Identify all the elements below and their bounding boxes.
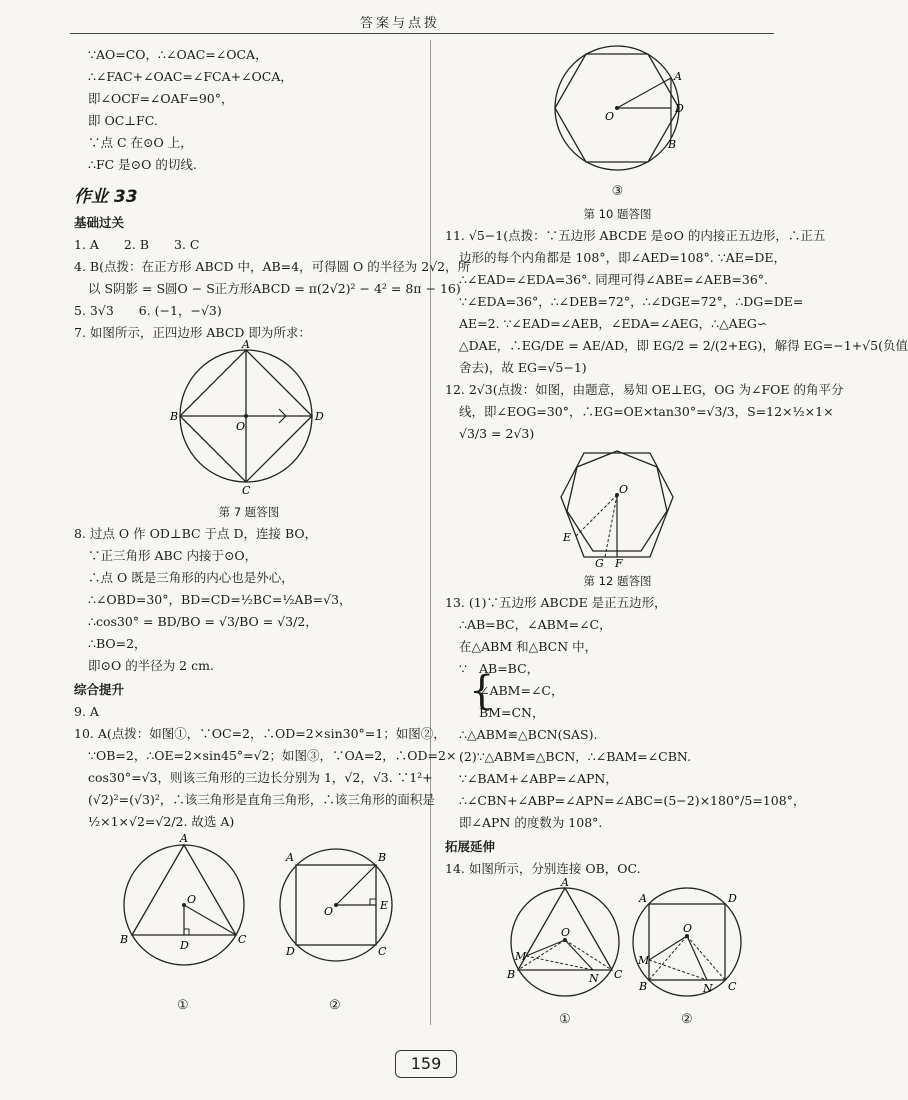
- answer-line: (√2)²=(√3)²，∴该三角形是直角三角形，∴该三角形的面积是: [88, 792, 435, 807]
- answer-line: ∴∠CBN+∠ABP=∠APN=∠ABC=(5−2)×180°/5=108°，: [459, 793, 806, 808]
- figure-label: ①: [177, 998, 189, 1013]
- svg-text:C: C: [238, 933, 247, 946]
- svg-text:B: B: [507, 968, 516, 981]
- figure-10-caption: 第 10 题答图: [583, 207, 652, 221]
- answer-line: 以 S阴影 = S圆O − S正方形ABCD = π(2√2)² − 4² = 8π − 16): [88, 281, 461, 296]
- figure-10-left: [74, 833, 424, 988]
- subsection-basic: 基础过关: [74, 215, 125, 230]
- answer-line: 12. 2√3(点拨：如图，由题意，易知 OE⊥EG，OG 为∠FOE 的角平分: [445, 382, 844, 397]
- header-rule: [70, 33, 774, 34]
- text-line: 即 OC⊥FC.: [88, 113, 158, 128]
- figure-label: ②: [329, 998, 341, 1013]
- svg-text:O: O: [324, 905, 334, 918]
- section-title: 作业 33: [74, 187, 138, 207]
- svg-text:A: A: [561, 876, 569, 889]
- answer-line: 舍去)，故 EG=√5−1): [459, 360, 587, 375]
- svg-text:B: B: [639, 980, 648, 993]
- svg-text:C: C: [728, 980, 737, 993]
- answer-line: 1. A 2. B 3. C: [74, 237, 200, 252]
- answer-line: 7. 如图所示，正四边形 ABCD 即为所求：: [74, 325, 311, 340]
- svg-text:C: C: [378, 945, 387, 958]
- svg-text:B: B: [170, 410, 179, 423]
- svg-text:F: F: [615, 557, 623, 570]
- svg-text:A: A: [242, 338, 250, 351]
- answer-line: 边形的每个内角都是 108°，即∠AED=108°. ∵AE=DE，: [459, 250, 786, 265]
- figure-14: [445, 876, 790, 1002]
- answer-line: △DAE，∴EG/DE = AE/AD，即 EG/2 = 2/(2+EG)，解得 EG=−1+√5(负值: [459, 338, 908, 353]
- answer-line: AE=2. ∵∠EAD=∠AEB，∠EDA=∠AEG，∴△AEG∽: [459, 316, 768, 331]
- answer-line: 5. 3√3 6. (−1，−√3): [74, 303, 222, 318]
- right-column: [445, 44, 908, 1027]
- text-line: ∴∠FAC+∠OAC=∠FCA+∠OCA，: [88, 69, 293, 84]
- answer-line: ½×1×√2=√2/2. 故选 A): [88, 814, 235, 829]
- svg-text:A: A: [639, 892, 647, 905]
- svg-text:A: A: [286, 851, 294, 864]
- answer-line: cos30°=√3，则该三角形的三边长分别为 1，√2，√3. ∵1²+: [88, 770, 433, 785]
- text-line: 即∠OCF=∠OAF=90°，: [88, 91, 234, 106]
- svg-text:M: M: [515, 950, 527, 963]
- answer-line: ∵∠EDA=36°，∴∠DEB=72°，∴∠DGE=72°，∴DG=DE=: [459, 294, 804, 309]
- figure-label: ②: [681, 1012, 693, 1027]
- answer-line: ∴∠OBD=30°，BD=CD=½BC=½AB=√3，: [88, 592, 352, 607]
- svg-text:M: M: [638, 954, 650, 967]
- answer-line: 4. B(点拨：在正方形 ABCD 中，AB=4，可得圆 O 的半径为 2√2，所: [74, 259, 471, 274]
- svg-text:C: C: [242, 484, 251, 497]
- text-line: ∵AO=CO，∴∠OAC=∠OCA，: [88, 47, 268, 62]
- figure-label-row: [74, 995, 424, 1013]
- answer-line: ∴△ABM≌△BCN(SAS).: [459, 727, 598, 742]
- figure-label: ①: [559, 1012, 571, 1027]
- figure-label-row: [445, 1009, 790, 1027]
- svg-text:O: O: [619, 483, 629, 496]
- condition-line: BM=CN，: [479, 705, 545, 720]
- answer-line: 10. A(点拨：如图①，∵OC=2，∴OD=2×sin30°=1；如图②，: [74, 726, 446, 741]
- answer-line: ∴AB=BC，∠ABM=∠C，: [459, 617, 612, 632]
- answer-line: 11. √5−1(点拨：∵五边形 ABCDE 是⊙O 的内接正五边形，∴正五: [445, 228, 826, 243]
- answer-line: ∴∠EAD=∠EDA=36°. 同理可得∠ABE=∠AEB=36°.: [459, 272, 768, 287]
- figure-label: ③: [611, 184, 624, 199]
- brace-symbol: {: [469, 668, 495, 714]
- answer-line: (2)∵△ABM≌△BCN，∴∠BAM=∠CBN.: [459, 749, 692, 764]
- figure-12-caption: 第 12 题答图: [583, 574, 652, 588]
- header-title: 答案与点拨: [359, 16, 440, 31]
- subsection-comprehensive: 综合提升: [74, 682, 125, 697]
- svg-text:G: G: [595, 557, 604, 570]
- congruence-system: [445, 658, 790, 724]
- subsection-extension: 拓展延伸: [445, 839, 496, 854]
- figure-12: [445, 445, 790, 570]
- answer-line: 在△ABM 和△BCN 中，: [459, 639, 598, 654]
- condition-line: AB=BC，: [479, 661, 540, 676]
- answer-line: 9. A: [74, 704, 99, 719]
- svg-text:B: B: [120, 933, 129, 946]
- figure-10-3: [445, 44, 790, 174]
- text-line: ∴FC 是⊙O 的切线.: [88, 157, 197, 172]
- because-symbol: ∵: [459, 661, 467, 676]
- svg-text:O: O: [187, 893, 197, 906]
- svg-text:O: O: [605, 110, 615, 123]
- answer-line: ∴BO=2，: [88, 636, 147, 651]
- svg-text:B: B: [378, 851, 387, 864]
- answer-line: 即∠APN 的度数为 108°.: [459, 815, 603, 830]
- svg-text:D: D: [180, 939, 189, 952]
- answer-line: 即⊙O 的半径为 2 cm.: [88, 658, 214, 673]
- column-divider: [430, 40, 431, 1025]
- svg-text:O: O: [236, 420, 246, 433]
- condition-line: ∠ABM=∠C，: [479, 683, 564, 698]
- page-header: [0, 0, 800, 40]
- answer-line: ∵∠BAM+∠ABP=∠APN，: [459, 771, 618, 786]
- svg-text:D: D: [728, 892, 737, 905]
- answer-line: ∵OB=2，∴OE=2×sin45°=√2；如图③，∵OA=2，∴OD=2×: [88, 748, 457, 763]
- svg-text:N: N: [589, 972, 599, 985]
- svg-text:A: A: [674, 70, 682, 83]
- svg-text:E: E: [563, 531, 572, 544]
- svg-text:C: C: [614, 968, 623, 981]
- answer-line: √3/3 = 2√3): [459, 426, 535, 441]
- answer-line: ∴点 O 既是三角形的内心也是外心，: [88, 570, 294, 585]
- figure-7-caption: 第 7 题答图: [218, 505, 280, 519]
- answer-line: 线，即∠EOG=30°，∴EG=OE×tan30°=√3/3，S=12×½×1×: [459, 404, 834, 419]
- svg-text:D: D: [315, 410, 324, 423]
- svg-text:B: B: [668, 138, 677, 151]
- svg-text:O: O: [561, 926, 571, 939]
- page-number: 159: [395, 1050, 457, 1078]
- answer-line: ∵正三角形 ABC 内接于⊙O，: [88, 548, 258, 563]
- answer-line: 8. 过点 O 作 OD⊥BC 于点 D，连接 BO，: [74, 526, 318, 541]
- svg-text:E: E: [380, 899, 389, 912]
- answer-line: ∴cos30° = BD/BO = √3/BO = √3/2，: [88, 614, 318, 629]
- text-line: ∵点 C 在⊙O 上，: [88, 135, 193, 150]
- svg-text:O: O: [683, 922, 693, 935]
- figure-7: [74, 338, 424, 497]
- answer-line: 14. 如图所示，分别连接 OB，OC.: [445, 861, 641, 876]
- svg-text:D: D: [675, 102, 684, 115]
- svg-text:N: N: [703, 982, 713, 995]
- answer-line: 13. (1)∵五边形 ABCDE 是正五边形，: [445, 595, 667, 610]
- svg-text:D: D: [286, 945, 295, 958]
- svg-text:A: A: [180, 832, 188, 845]
